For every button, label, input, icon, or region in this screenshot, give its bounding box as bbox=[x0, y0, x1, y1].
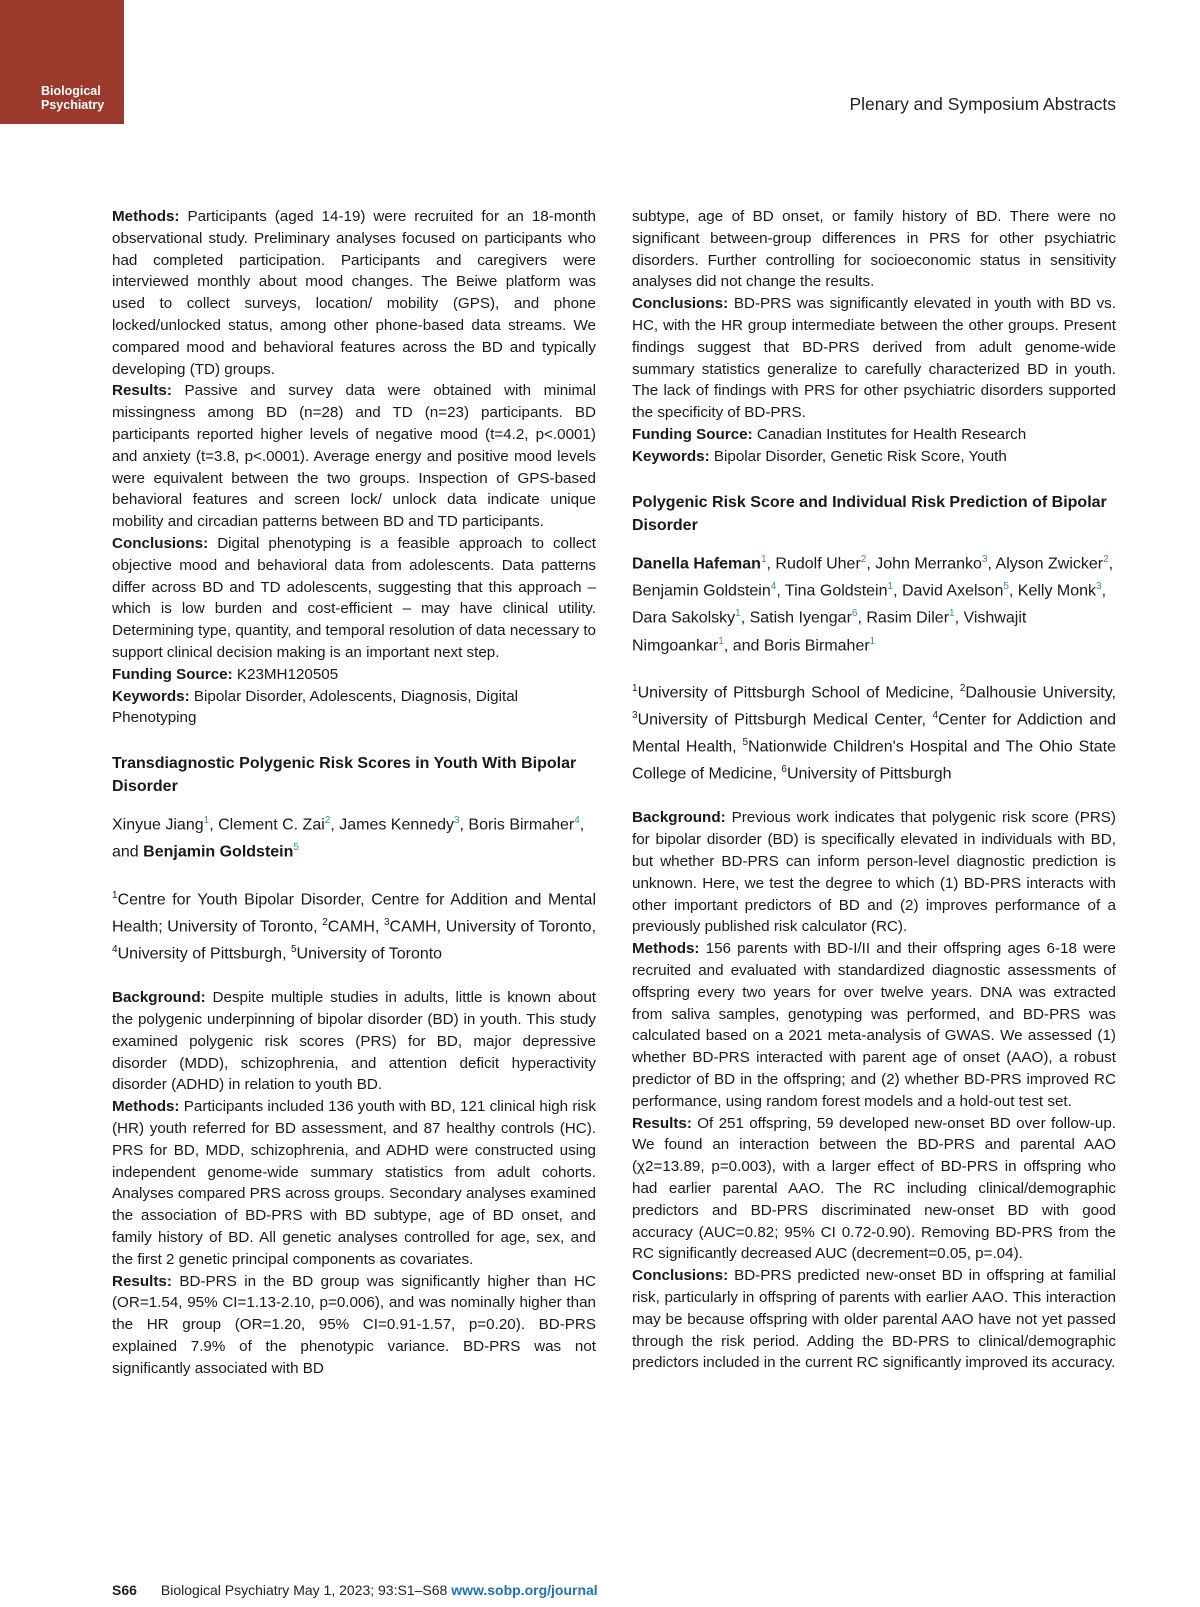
conclusions-text: BD-PRS predicted new-onset BD in offspring at familial risk, particularly in offspring of parents with earlier AAO. This interaction may be because offspring with older parental AAO have not yet passed through the risk period. Adding the BD-PRS to clinical/demographic predictors included in the current RC significantly improved its accuracy. bbox=[632, 1267, 1116, 1372]
affiliation-text: University of Pittsburgh, bbox=[117, 945, 291, 963]
methods-label: Methods: bbox=[112, 1098, 180, 1116]
section-header: Plenary and Symposium Abstracts bbox=[849, 94, 1116, 114]
author-list bbox=[112, 809, 596, 864]
journal-logo-line2: Psychiatry bbox=[41, 98, 105, 112]
author-affiliation-marker: 2 bbox=[860, 553, 867, 565]
keywords-line bbox=[112, 686, 596, 730]
author-affiliation-marker: 6 bbox=[851, 608, 858, 620]
page-footer bbox=[112, 1582, 598, 1598]
affiliation-marker: 5 bbox=[290, 944, 297, 956]
keywords-text: Bipolar Disorder, Adolescents, Diagnosis, Digital Phenotyping bbox=[112, 687, 519, 727]
journal-logo-text bbox=[41, 84, 104, 112]
background-label: Background: bbox=[112, 989, 206, 1007]
right-column bbox=[632, 206, 1116, 1374]
journal-logo-line1: Biological bbox=[41, 84, 101, 98]
author-affiliation-marker: 2 bbox=[324, 815, 331, 827]
funding-text: Canadian Institutes for Health Research bbox=[752, 425, 1027, 443]
background-text: Despite multiple studies in adults, little is known about the polygenic underpinning of bipolar disorder (BD) in youth. This study examined polygenic risk scores (PRS) for BD, major depressive disorder (MDD), schizophrenia, and attention deficit hyperactivity disorder (ADHD) in relation to youth BD. bbox=[112, 989, 596, 1094]
conclusions-text: BD-PRS was significantly elevated in youth with BD vs. HC, with the HR group intermediate between the other groups. Present findings suggest that BD-PRS derived from adult genome-wide summary statistics generalize to carefully characterized BD in youth. The lack of findings with PRS for other psychiatric disorders supported the specificity of BD-PRS. bbox=[632, 295, 1116, 422]
methods-paragraph bbox=[112, 206, 596, 380]
funding-line bbox=[632, 424, 1116, 446]
author-separator: , and bbox=[723, 636, 764, 654]
affiliation-text: Centre for Youth Bipolar Disorder, Centre for Addition and Mental Health; University of Toronto, bbox=[112, 891, 596, 936]
author-separator: , bbox=[209, 816, 219, 834]
affiliation-text: CAMH, University of Toronto, bbox=[389, 918, 597, 936]
results-paragraph bbox=[632, 1113, 1116, 1266]
affiliation-marker: 3 bbox=[383, 916, 390, 928]
background-paragraph bbox=[112, 987, 596, 1096]
affiliation-marker: 4 bbox=[112, 944, 118, 956]
affiliations bbox=[632, 678, 1116, 787]
author-name: Tina Goldstein bbox=[784, 582, 888, 600]
abstract-title: Polygenic Risk Score and Individual Risk Prediction of Bipolar Disorder bbox=[632, 493, 1107, 534]
results-paragraph bbox=[112, 1271, 596, 1380]
author-separator: , bbox=[893, 582, 902, 600]
keywords-text: Bipolar Disorder, Genetic Risk Score, Youth bbox=[709, 447, 1007, 465]
funding-text: K23MH120505 bbox=[232, 665, 339, 683]
background-paragraph bbox=[632, 807, 1116, 938]
background-label: Background: bbox=[632, 809, 726, 827]
author-name: Vishwajit Nimgoankar bbox=[632, 609, 1027, 654]
author-name: Benjamin Goldstein bbox=[143, 843, 294, 861]
author-name: Alyson Zwicker bbox=[995, 554, 1104, 572]
author-name: Benjamin Goldstein bbox=[632, 582, 771, 600]
author-affiliation-marker: 1 bbox=[718, 635, 724, 647]
author-affiliation-marker: 1 bbox=[760, 553, 767, 565]
methods-paragraph bbox=[112, 1096, 596, 1270]
author-separator: , bbox=[766, 554, 776, 572]
author-separator: , bbox=[1008, 582, 1018, 600]
author-name: Boris Birmaher bbox=[468, 816, 575, 834]
author-separator: , bbox=[954, 609, 964, 627]
affiliation-text: Nationwide Children's Hospital and The Ohio State College of Medicine, bbox=[632, 738, 1117, 783]
affiliation-marker: 1 bbox=[112, 889, 118, 901]
affiliation-marker: 2 bbox=[322, 916, 328, 928]
author-name: Kelly Monk bbox=[1017, 582, 1097, 600]
author-affiliation-marker: 4 bbox=[574, 815, 580, 827]
keywords-label: Keywords: bbox=[112, 687, 190, 705]
results-text: BD-PRS in the BD group was significantly higher than HC (OR=1.54, 95% CI=1.13-2.10, p=0.006), and was nominally higher than the HR group (OR=1.20, 95% CI=0.91-1.57, p=0.20). BD-PRS explained 7.9% of the phenotypic variance. BD-PRS was not significantly associated with BD bbox=[112, 1272, 596, 1377]
author-name: James Kennedy bbox=[339, 816, 454, 834]
author-separator: , bbox=[1108, 554, 1114, 572]
results-label: Results: bbox=[112, 382, 172, 400]
affiliation-marker: 4 bbox=[932, 710, 939, 721]
journal-url-link[interactable]: www.sobp.org/journal bbox=[451, 1582, 598, 1598]
author-list bbox=[632, 548, 1116, 657]
methods-text: Participants included 136 youth with BD, 121 clinical high risk (HR) youth referred for BD assessment, and 87 healthy controls (HC). PRS for BD, MDD, schizophrenia, and ADHD were constructed using independent genome-wide summary statistics from adult cohorts. Analyses compared PRS across groups. Secondary analyses examined the association of BD-PRS with BD subtype, age of BD onset, and family history of BD. All genetic analyses controlled for age, sex, and the first 2 genetic principal components as covariates. bbox=[112, 1098, 596, 1268]
author-name: Satish Iyengar bbox=[749, 609, 852, 627]
author-separator: , bbox=[866, 554, 876, 572]
affiliation-text: University of Pittsburgh Medical Center, bbox=[637, 711, 933, 729]
results-continued-paragraph: subtype, age of BD onset, or family history of BD. There were no significant between-group differences in PRS for other psychiatric disorders. Further controlling for socioeconomic status in sensitivity analyses did not change the results. bbox=[632, 208, 1116, 291]
author-affiliation-marker: 3 bbox=[981, 553, 988, 565]
author-separator: , bbox=[459, 816, 469, 834]
author-name: Danella Hafeman bbox=[632, 554, 761, 572]
author-affiliation-marker: 5 bbox=[1003, 580, 1009, 592]
author-name: Clement C. Zai bbox=[218, 816, 325, 834]
keywords-line bbox=[632, 446, 1116, 468]
conclusions-label: Conclusions: bbox=[112, 534, 209, 552]
author-separator: , bbox=[330, 816, 340, 834]
author-name: Dara Sakolsky bbox=[632, 609, 736, 627]
left-column bbox=[112, 206, 596, 1380]
page-number: S66 bbox=[112, 1582, 137, 1598]
conclusions-paragraph bbox=[112, 533, 596, 664]
author-affiliation-marker: 1 bbox=[887, 580, 894, 592]
methods-label: Methods: bbox=[112, 208, 180, 225]
results-text: Of 251 offspring, 59 developed new-onset BD over follow-up. We found an interaction between the BD-PRS and parental AAO (χ2=13.89, p=0.003), with a larger effect of BD-PRS in offspring who had earlier parental AAO. The RC including clinical/demographic predictors and BD-PRS discriminated new-onset BD with good accuracy (AUC=0.82; 95% CI 0.72-0.90). Removing BD-PRS from the RC significantly decreased AUC (decrement=0.05, p=.04). bbox=[632, 1114, 1116, 1263]
funding-label: Funding Source: bbox=[632, 425, 753, 443]
results-label: Results: bbox=[632, 1114, 692, 1132]
affiliation-text: University of Pittsburgh bbox=[786, 765, 952, 783]
funding-line bbox=[112, 664, 596, 686]
conclusions-paragraph bbox=[632, 1265, 1116, 1374]
affiliations bbox=[112, 885, 596, 966]
author-name: Boris Birmaher bbox=[763, 636, 870, 654]
author-affiliation-marker: 3 bbox=[453, 815, 460, 827]
conclusions-label: Conclusions: bbox=[632, 1267, 729, 1285]
author-affiliation-marker: 1 bbox=[735, 608, 741, 620]
author-separator: , and bbox=[112, 816, 585, 861]
keywords-label: Keywords: bbox=[632, 447, 710, 465]
author-affiliation-marker: 1 bbox=[203, 815, 210, 827]
funding-label: Funding Source: bbox=[112, 665, 233, 683]
author-affiliation-marker: 1 bbox=[869, 635, 876, 647]
conclusions-text: Digital phenotyping is a feasible approach to collect objective mood and behavioral data from adolescents. Data patterns differ across BD and TD adolescents, suggesting that this approach – which is low burden and cost-efficient – may have clinical utility. Determining type, quantity, and temporal resolution of data necessary to support clinical decision making is an important next step. bbox=[112, 534, 596, 661]
background-text: Previous work indicates that polygenic risk score (PRS) for bipolar disorder (BD) is specifically elevated in individuals with BD, but whether BD-PRS can inform person-level diagnostic prediction is unknown. Here, we test the degree to which (1) BD-PRS interacts with other important predictors of BD and (2) improves performance of a previously published risk calculator (RC). bbox=[632, 809, 1116, 936]
author-name: Rudolf Uher bbox=[775, 554, 861, 572]
conclusions-paragraph bbox=[632, 293, 1116, 424]
results-paragraph bbox=[112, 380, 596, 533]
affiliation-text: University of Toronto bbox=[296, 945, 443, 963]
journal-logo-badge bbox=[0, 0, 124, 124]
methods-text: Participants (aged 14-19) were recruited for an 18-month observational study. Preliminary analyses focused on participants who had completed participation. Participants and caregivers were interviewed monthly about mood changes. The Beiwe platform was used to collect surveys, location/ mobility (GPS), and phone locked/unlocked status, among other phone-based data streams. We compared mood and behavioral features across the BD and typically developing (TD) groups. bbox=[112, 208, 596, 378]
author-affiliation-marker: 4 bbox=[770, 580, 777, 592]
author-name: Rasim Diler bbox=[866, 609, 950, 627]
affiliation-text: University of Pittsburgh School of Medicine, bbox=[637, 684, 960, 702]
methods-paragraph bbox=[632, 938, 1116, 1112]
affiliation-marker: 2 bbox=[959, 682, 966, 694]
author-separator: , bbox=[1101, 582, 1107, 600]
affiliation-text: CAMH, bbox=[327, 918, 384, 936]
conclusions-label: Conclusions: bbox=[632, 295, 729, 313]
methods-label: Methods: bbox=[632, 940, 700, 958]
author-separator: , bbox=[740, 609, 750, 627]
author-name: David Axelson bbox=[901, 582, 1004, 600]
results-text: Passive and survey data were obtained with minimal missingness among BD (n=28) and TD (n=23) participants. BD participants reported higher levels of negative mood (t=4.2, p<.0001) and anxiety (t=3.8, p<.0001). Average energy and positive mood levels were equivalent between the two groups. Inspection of GPS-based behavioral features and screen lock/ unlock data indicate unique mobility and circadian patterns between BD and TD participants. bbox=[112, 382, 596, 531]
author-separator: , bbox=[857, 609, 867, 627]
footer-citation: Biological Psychiatry May 1, 2023; 93:S1–S68 bbox=[160, 1582, 452, 1598]
author-name: John Merranko bbox=[875, 554, 982, 572]
affiliation-text: Dalhousie University, bbox=[965, 684, 1117, 702]
affiliation-marker: 1 bbox=[632, 682, 638, 694]
author-name: Xinyue Jiang bbox=[112, 816, 204, 834]
affiliation-marker: 3 bbox=[632, 710, 638, 721]
affiliation-marker: 6 bbox=[781, 764, 787, 776]
author-affiliation-marker: 3 bbox=[1096, 580, 1102, 592]
author-separator: , bbox=[776, 582, 785, 600]
methods-text: 156 parents with BD-I/II and their offspring ages 6-18 were recruited and evaluated with standardized diagnostic assessments of offspring every two years for over twelve years. DNA was extracted from saliva samples, genotyping was performed, and BD-PRS was calculated based on a 2021 meta-analysis of GWAS. We assessed (1) whether BD-PRS interacted with parent age of onset (AAO), a robust predictor of BD in the offspring; and (2) whether BD-PRS improved RC performance, using random forest models and a hold-out test set. bbox=[632, 940, 1116, 1110]
abstract-title: Transdiagnostic Polygenic Risk Scores in Youth With Bipolar Disorder bbox=[112, 755, 577, 796]
results-label: Results: bbox=[112, 1272, 172, 1290]
author-affiliation-marker: 5 bbox=[293, 842, 299, 854]
affiliation-text: Center for Addiction and Mental Health, bbox=[632, 711, 1116, 756]
author-separator: , bbox=[987, 554, 996, 572]
affiliation-marker: 5 bbox=[742, 737, 749, 749]
author-affiliation-marker: 2 bbox=[1103, 553, 1109, 565]
author-affiliation-marker: 1 bbox=[949, 608, 955, 620]
